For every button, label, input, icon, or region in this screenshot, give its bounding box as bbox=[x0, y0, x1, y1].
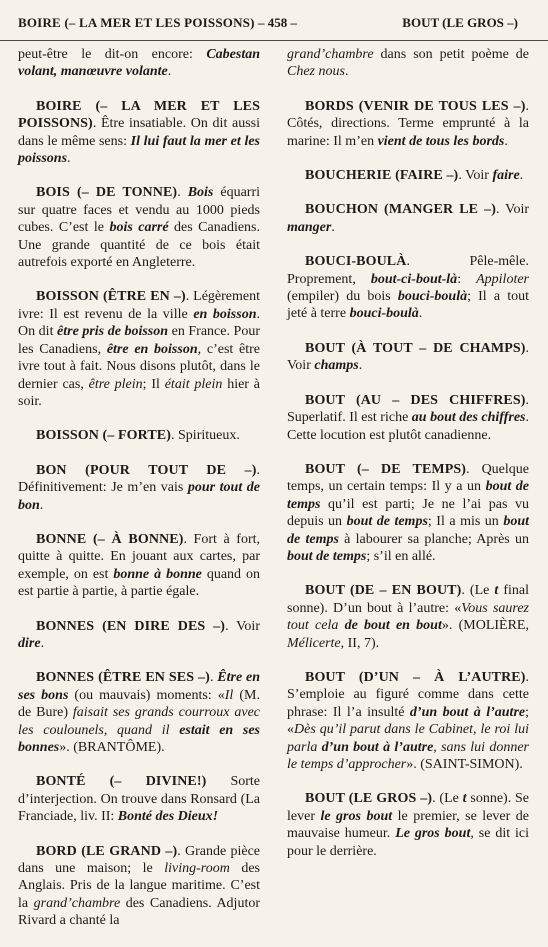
dictionary-entry bbox=[287, 790, 529, 860]
example-phrase: faire bbox=[492, 168, 520, 184]
right-column bbox=[287, 46, 529, 877]
example-phrase: Cabestan volant, manœuvre volante bbox=[18, 47, 260, 80]
definition-text: (ou mauvais) moments: « bbox=[68, 687, 225, 703]
dictionary-entry bbox=[18, 98, 260, 168]
definition-text: équarri sur quatre faces et vendu au 1000 pieds cubes. C’est le bbox=[18, 185, 261, 236]
italic-text: Dès qu’il parut dans le Cabinet, le roi lui parla bbox=[287, 722, 529, 755]
example-phrase: être pris de boisson bbox=[57, 324, 169, 340]
italic-text: grand’chambre bbox=[33, 895, 121, 911]
example-phrase: bout de temps bbox=[287, 514, 529, 547]
italic-text: Il bbox=[224, 687, 234, 703]
example-phrase: de bout en bout bbox=[344, 618, 442, 634]
definition-text: hier à soir. bbox=[18, 376, 260, 409]
dictionary-entry bbox=[287, 167, 529, 184]
example-phrase: au bout des chiffres bbox=[411, 410, 526, 426]
definition-text: . Légèrement ivre: Il est revenu de la ville bbox=[18, 289, 260, 322]
definition-text: . bbox=[519, 168, 524, 184]
dictionary-entry bbox=[18, 843, 260, 930]
definition-text: , c’est être ivre tout à fait. Nous disons plutôt, dans le dernier cas, bbox=[18, 341, 260, 392]
headword: BOUT (DE – EN BOUT) bbox=[305, 583, 462, 599]
italic-text: Appiloter bbox=[476, 271, 529, 287]
example-phrase: d’un bout à l’autre bbox=[409, 704, 526, 720]
definition-text: . bbox=[40, 635, 45, 651]
definition-text: : bbox=[457, 271, 477, 287]
page-number: – 458 – bbox=[258, 15, 297, 30]
definition-text: ». (BRANTÔME). bbox=[59, 740, 165, 755]
headword: BONNE (– À BONNE) bbox=[36, 531, 184, 547]
italic-text: Mélicerte bbox=[287, 635, 341, 651]
example-phrase: d’un bout à l’autre bbox=[321, 739, 434, 755]
definition-text: . bbox=[358, 358, 363, 374]
dictionary-entry bbox=[287, 98, 529, 150]
definition-text: . bbox=[209, 670, 218, 686]
headword: BONNES (EN DIRE DES –) bbox=[36, 618, 226, 634]
dictionary-entry bbox=[18, 288, 260, 410]
headword: BOUCI-BOULÀ bbox=[305, 254, 407, 270]
definition-text: . Spiritueux. bbox=[171, 428, 240, 444]
definition-text: ». (SAINT-SIMON). bbox=[406, 757, 523, 772]
example-phrase: vient de tous les bords bbox=[377, 133, 505, 149]
headword: BOUCHON (MANGER LE –) bbox=[305, 202, 496, 218]
example-phrase: bout de temps bbox=[287, 479, 530, 512]
definition-text: . Grande pièce dans une maison; le bbox=[18, 843, 260, 877]
italic-text: était plein bbox=[164, 376, 223, 392]
definition-text: le premier, se lever de mauvaise humeur. bbox=[287, 808, 529, 842]
definition-text: . Voir bbox=[495, 202, 529, 218]
definition-text: . bbox=[177, 185, 188, 201]
dictionary-entry bbox=[18, 531, 260, 601]
definition-text: à labourer sa planche; Après un bbox=[338, 531, 529, 547]
dictionary-entry bbox=[287, 669, 529, 773]
italic-text: faisait ses grands courroux avec les coulounels, quand il bbox=[18, 705, 260, 738]
definition-text: . S’emploie au figuré comme dans cette phrase: Il l’a insulté bbox=[287, 669, 529, 720]
example-phrase: Il lui faut la mer et les poissons bbox=[18, 133, 260, 167]
example-phrase: Être en ses bons bbox=[18, 670, 261, 703]
definition-text: . bbox=[344, 64, 349, 80]
definition-text: . Être insatiable. On dit aussi dans le même sens: bbox=[18, 116, 260, 149]
definition-text: . bbox=[67, 151, 71, 167]
example-phrase: bout de temps bbox=[287, 548, 367, 564]
dictionary-entry bbox=[18, 184, 260, 271]
definition-text: . Voir bbox=[225, 618, 260, 634]
headword: BOUT (À TOUT – DE CHAMPS) bbox=[305, 340, 526, 356]
definition-text: (empiler) du bois bbox=[287, 289, 398, 305]
example-phrase: le gros bout bbox=[320, 808, 393, 824]
dictionary-entry bbox=[18, 618, 260, 653]
definition-text: des Anglais. Pris de la langue maritime. C’est la bbox=[18, 861, 260, 911]
dictionary-entry bbox=[287, 461, 529, 565]
definition-text: . Fort à fort, quitte à quitte. En jouant aux cartes, par exemple, on est bbox=[18, 531, 260, 582]
definition-text: . bbox=[418, 306, 423, 322]
definition-text: ; Il a mis un bbox=[427, 514, 504, 530]
dictionary-entry bbox=[18, 462, 260, 514]
headword: BOUT (LE GROS –) bbox=[305, 791, 433, 807]
example-phrase: Bonté des Dieux! bbox=[117, 809, 219, 825]
dictionary-entry bbox=[287, 201, 529, 236]
example-phrase: dire bbox=[18, 635, 41, 651]
example-phrase: estait en ses bonnes bbox=[18, 722, 260, 755]
headword: BONTÉ (– DIVINE!) bbox=[36, 774, 207, 790]
definition-text: . Voir bbox=[287, 340, 529, 374]
definition-text: qu’il est parti; Je ne l’ai pas vu depuis un bbox=[287, 496, 529, 530]
definition-text: . Pêle-mêle. Proprement, bbox=[287, 254, 529, 287]
definition-text: Sorte d’interjection. On trouve dans Ronsard (La Franciade, liv. II: bbox=[18, 774, 260, 825]
definition-text: , se dit ici pour le derrière. bbox=[287, 826, 529, 859]
definition-text: . bbox=[167, 64, 172, 80]
definition-text: . Cette locution est plutôt canadienne. bbox=[287, 410, 529, 443]
definition-text: en France. Pour les Canadiens, bbox=[18, 324, 260, 357]
dictionary-entry bbox=[287, 253, 529, 323]
definition-text: des Canadiens. Une grande quantité de ce bois était autrefois exporté en Angleterre. bbox=[18, 220, 260, 271]
headword: BOIS (– DE TONNE) bbox=[36, 185, 178, 201]
entry-continuation bbox=[287, 46, 529, 81]
example-phrase: pour tout de bon bbox=[18, 480, 261, 513]
definition-text: ; « bbox=[287, 704, 529, 738]
definition-text: . bbox=[504, 133, 508, 149]
headword: BONNES (ÊTRE EN SES –) bbox=[36, 670, 210, 686]
definition-text: . bbox=[331, 219, 335, 235]
italic-text: Vous saurez tout cela bbox=[287, 600, 529, 634]
definition-text: sonne). Se lever bbox=[287, 791, 529, 824]
definition-text: des Canadiens. Adjutor Rivard a chanté la bbox=[18, 895, 260, 929]
definition-text: dans son petit poème de bbox=[373, 47, 529, 62]
definition-text: peut-être le dit-on encore: bbox=[18, 47, 207, 62]
example-phrase: bonne à bonne bbox=[113, 566, 202, 582]
example-phrase: t bbox=[494, 583, 499, 599]
italic-text: grand’chambre bbox=[287, 47, 374, 62]
example-phrase: bois carré bbox=[109, 220, 169, 236]
definition-text: final sonne). D’un bout à l’autre: « bbox=[287, 583, 529, 616]
headword: BON (POUR TOUT DE –) bbox=[36, 462, 257, 478]
example-phrase: en boisson bbox=[193, 306, 257, 322]
running-header bbox=[0, 0, 548, 41]
dictionary-entry bbox=[18, 427, 260, 444]
example-phrase: bouci-boulà bbox=[349, 306, 419, 322]
definition-text: . Superlatif. Il est riche bbox=[287, 392, 529, 426]
definition-text: . Définitivement: Je m’en vais bbox=[18, 462, 260, 496]
definition-text: ; Il bbox=[142, 376, 165, 392]
entry-continuation bbox=[18, 46, 260, 81]
example-phrase: être en boisson bbox=[106, 341, 198, 357]
italic-text: living-room bbox=[164, 861, 230, 877]
italic-text: être plein bbox=[88, 376, 143, 392]
definition-text: (M. de Bure) bbox=[18, 687, 260, 721]
example-phrase: bout-ci-bout-là bbox=[370, 271, 458, 287]
definition-text: ; Il a tout jeté à terre bbox=[287, 289, 529, 322]
headword: BORD (LE GRAND –) bbox=[36, 843, 178, 859]
headword: BOUT (D’UN – À L’AUTRE) bbox=[305, 669, 526, 685]
definition-text: . Voir bbox=[458, 168, 493, 184]
headword: BOISSON (– FORTE) bbox=[36, 428, 172, 444]
example-phrase: Le gros bout bbox=[395, 826, 471, 842]
dictionary-entry bbox=[18, 773, 260, 825]
headword: BOUT (AU – DES CHIFFRES) bbox=[305, 392, 526, 408]
headword: BORDS (VENIR DE TOUS LES –) bbox=[305, 98, 526, 114]
headword: BOIRE (– LA MER ET LES POISSONS) bbox=[18, 98, 260, 132]
dictionary-entry bbox=[287, 392, 529, 444]
definition-text: . Quelque temps, un certain temps: Il y a un bbox=[287, 461, 529, 495]
headword: BOUCHERIE (FAIRE –) bbox=[305, 168, 459, 184]
definition-text: , II, 7). bbox=[340, 635, 380, 651]
italic-text: , sans lui donner le temps d’approcher bbox=[287, 739, 529, 772]
example-phrase: champs bbox=[314, 358, 359, 374]
example-phrase: t bbox=[462, 791, 467, 807]
example-phrase: Bois bbox=[187, 185, 214, 201]
dictionary-entry bbox=[18, 669, 260, 756]
italic-text: Chez nous bbox=[287, 64, 345, 80]
definition-text: ; s’il en allé. bbox=[366, 548, 436, 564]
definition-text: . (Le bbox=[432, 791, 463, 807]
example-phrase: manger bbox=[287, 219, 332, 235]
definition-text: . (Le bbox=[461, 583, 495, 599]
example-phrase: bout de temps bbox=[346, 514, 428, 530]
definition-text: ». (MOLIÈRE, bbox=[441, 618, 529, 634]
headword: BOISSON (ÊTRE EN –) bbox=[36, 289, 186, 305]
definition-text: quand on est partie à partie, à partie égale. bbox=[18, 566, 260, 600]
dictionary-entry bbox=[287, 340, 529, 375]
left-column bbox=[18, 46, 260, 947]
header-right-headword: BOUT (LE GROS –) bbox=[402, 15, 518, 30]
definition-text: . bbox=[39, 497, 44, 513]
dictionary-entry bbox=[287, 582, 529, 652]
header-left-headword: BOIRE (– LA MER ET LES POISSONS) bbox=[18, 15, 255, 30]
example-phrase: bouci-boulà bbox=[397, 289, 468, 305]
definition-text: . Côtés, directions. Terme emprunté à la marine: Il m’en bbox=[287, 98, 529, 149]
definition-text: . On dit bbox=[18, 306, 260, 340]
headword: BOUT (– DE TEMPS) bbox=[305, 461, 467, 477]
